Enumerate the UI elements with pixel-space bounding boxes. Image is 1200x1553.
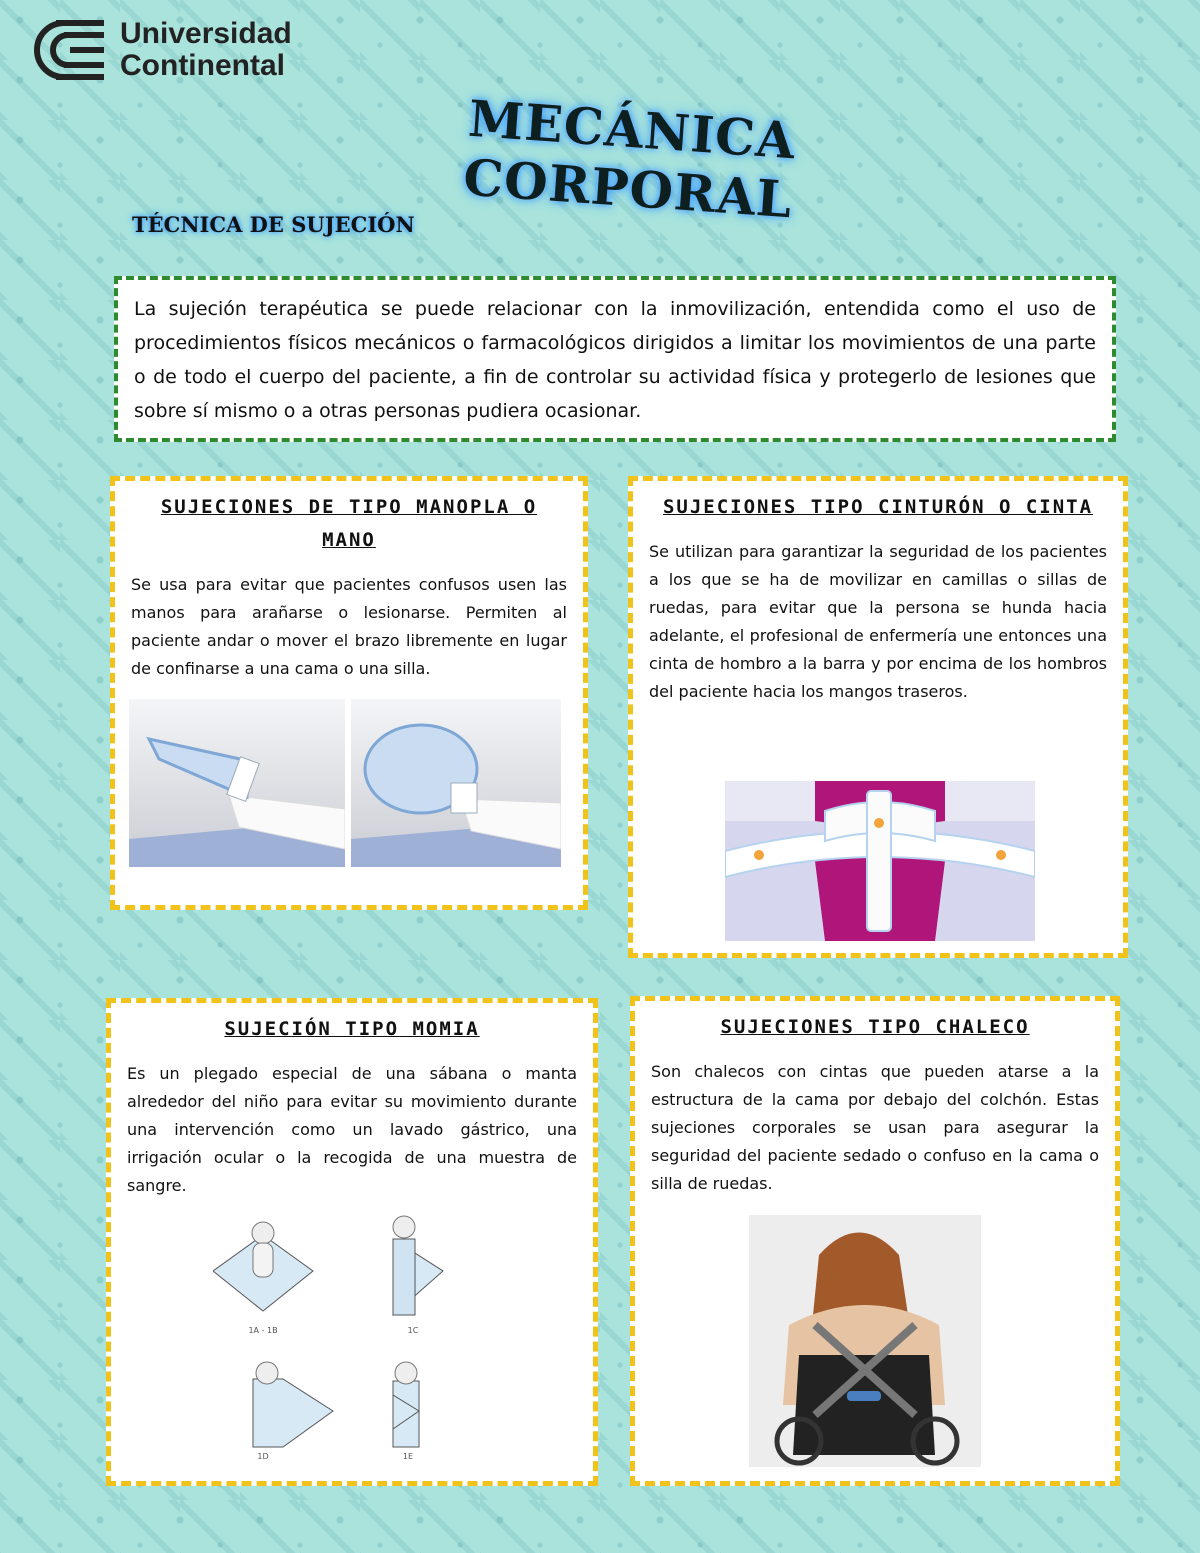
svg-text:1C: 1C (407, 1326, 419, 1335)
step-1ab (213, 1222, 313, 1335)
vest-photo (749, 1215, 981, 1467)
intro-box: La sujeción terapéutica se puede relacionar con la inmovilización, entendida como el uso de procedimientos físicos mecánicos o farmacológicos dirigidos a limitar los movimientos de una parte o de todo el cuerpo del paciente, a fin de controlar su actividad física y protegerlo de lesiones que sobre sí mismo o a otras personas pudiera ocasionar. (114, 276, 1116, 442)
svg-text:1D: 1D (257, 1452, 269, 1461)
card-title: SUJECIONES DE TIPO MANOPLA O MANO (160, 496, 538, 551)
section-heading: TÉCNICA DE SUJECIÓN (132, 212, 415, 237)
svg-text:1A - 1B: 1A - 1B (248, 1326, 278, 1335)
card-chaleco (630, 996, 1120, 1486)
university-logo (24, 18, 292, 82)
logo-line1: Universidad (120, 17, 292, 50)
continental-logo-icon (24, 19, 106, 81)
card-title: SUJECIONES TIPO CINTURÓN O CINTA (662, 496, 1094, 518)
svg-text:1E: 1E (402, 1452, 414, 1461)
card-manopla (110, 476, 588, 910)
page-title: MECÁNICA CORPORAL (461, 88, 798, 230)
mummy-wrap-diagram (213, 1215, 453, 1465)
step-1c (393, 1216, 443, 1335)
card-text: Se usa para evitar que pacientes confusos usen las manos para arañarse o lesionarse. Permiten al paciente andar o mover el brazo libremente en lugar de confinarse a una cama o una silla. (131, 575, 567, 678)
card-title: SUJECIONES TIPO CHALECO (720, 1016, 1030, 1038)
card-text: Se utilizan para garantizar la seguridad de los pacientes a los que se ha de movilizar en camillas o sillas de ruedas, para evitar que la persona se hunda hacia adelante, el profesional de enfermería une entonces una cinta de hombro a la barra y por encima de los hombros del paciente hacia los mangos traseros. (649, 542, 1107, 701)
logo-line2: Continental (120, 49, 285, 82)
card-momia (106, 998, 598, 1486)
belt-photo (725, 781, 1035, 941)
mitten-photo-1 (129, 699, 345, 867)
card-cinturon (628, 476, 1128, 958)
mitten-photo-2 (351, 699, 561, 867)
step-1d (253, 1362, 333, 1461)
card-title: SUJECIÓN TIPO MOMIA (224, 1018, 480, 1040)
card-text: Es un plegado especial de una sábana o manta alrededor del niño para evitar su movimiento durante una intervención como un lavado gástrico, una irrigación ocular o la recogida de una muestra de sangre. (127, 1064, 577, 1195)
step-1e (393, 1362, 419, 1461)
card-text: Son chalecos con cintas que pueden atarse a la estructura de la cama por debajo del colchón. Estas sujeciones corporales se usan para asegurar la seguridad del paciente sedado o confuso en la cama o silla de ruedas. (651, 1062, 1099, 1193)
